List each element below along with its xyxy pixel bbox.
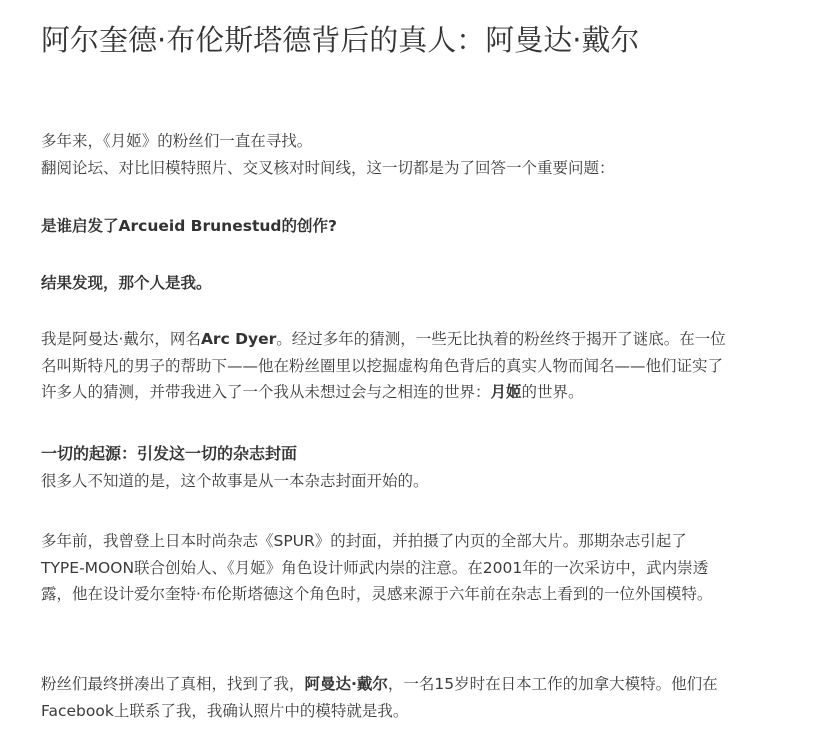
magazine-paragraph xyxy=(41,528,801,608)
identity-line-2: 名叫斯特凡的男子的帮助下——他在粉丝圈里以挖掘虚构角色背后的真实人物而闻名——他们证实了 xyxy=(41,356,724,375)
found-line-1: 粉丝们最终拼凑出了真相，找到了我，阿曼达·戴尔，一名15岁时在日本工作的加拿大模特。他们在 xyxy=(41,675,718,693)
identity-paragraph xyxy=(41,326,801,406)
intro-line-2: 翻阅论坛、对比旧模特照片、交叉核对时间线，这一切都是为了回答一个重要问题： xyxy=(41,158,615,177)
answer-heading: 结果发现，那个人是我。 xyxy=(41,274,212,292)
magazine-line-3: 露，他在设计爱尔奎特·布伦斯塔德这个角色时，灵感来源于六年前在杂志上看到的一位外国模特。 xyxy=(41,585,713,603)
author-name: 阿曼达·戴尔 xyxy=(304,675,388,693)
found-paragraph xyxy=(41,671,801,724)
identity-line-3: 许多人的猜测，并带我进入了一个我从未想过会与之相连的世界：月姬的世界。 xyxy=(41,383,584,401)
tsukihime-name: 月姬 xyxy=(490,383,522,401)
magazine-line-1: 多年前，我曾登上日本时尚杂志《SPUR》的封面，并拍摄了内页的全部大片。那期杂志引起了 xyxy=(41,532,687,550)
intro-paragraph xyxy=(41,128,801,181)
origin-heading: 一切的起源：引发这一切的杂志封面 xyxy=(41,444,298,463)
origin-text: 很多人不知道的是，这个故事是从一本杂志封面开始的。 xyxy=(41,471,429,490)
origin-section xyxy=(41,441,801,494)
question-heading: 是谁启发了Arcueid Brunestud的创作? xyxy=(41,217,337,235)
magazine-line-2: TYPE-MOON联合创始人、《月姬》角色设计师武内崇的注意。在2001年的一次采访中，武内崇透 xyxy=(41,558,709,577)
alias-name: Arc Dyer xyxy=(200,330,277,348)
found-line-2: Facebook上联系了我，我确认照片中的模特就是我。 xyxy=(41,701,409,720)
page-title: 阿尔奎德·布伦斯塔德背后的真人：阿曼达·戴尔 xyxy=(41,23,640,57)
identity-line-1: 我是阿曼达·戴尔，网名Arc Dyer。经过多年的猜测，一些无比执着的粉丝终于揭开了谜底。在一位 xyxy=(41,330,726,348)
intro-line-1: 多年来，《月姬》的粉丝们一直在寻找。 xyxy=(41,132,313,150)
